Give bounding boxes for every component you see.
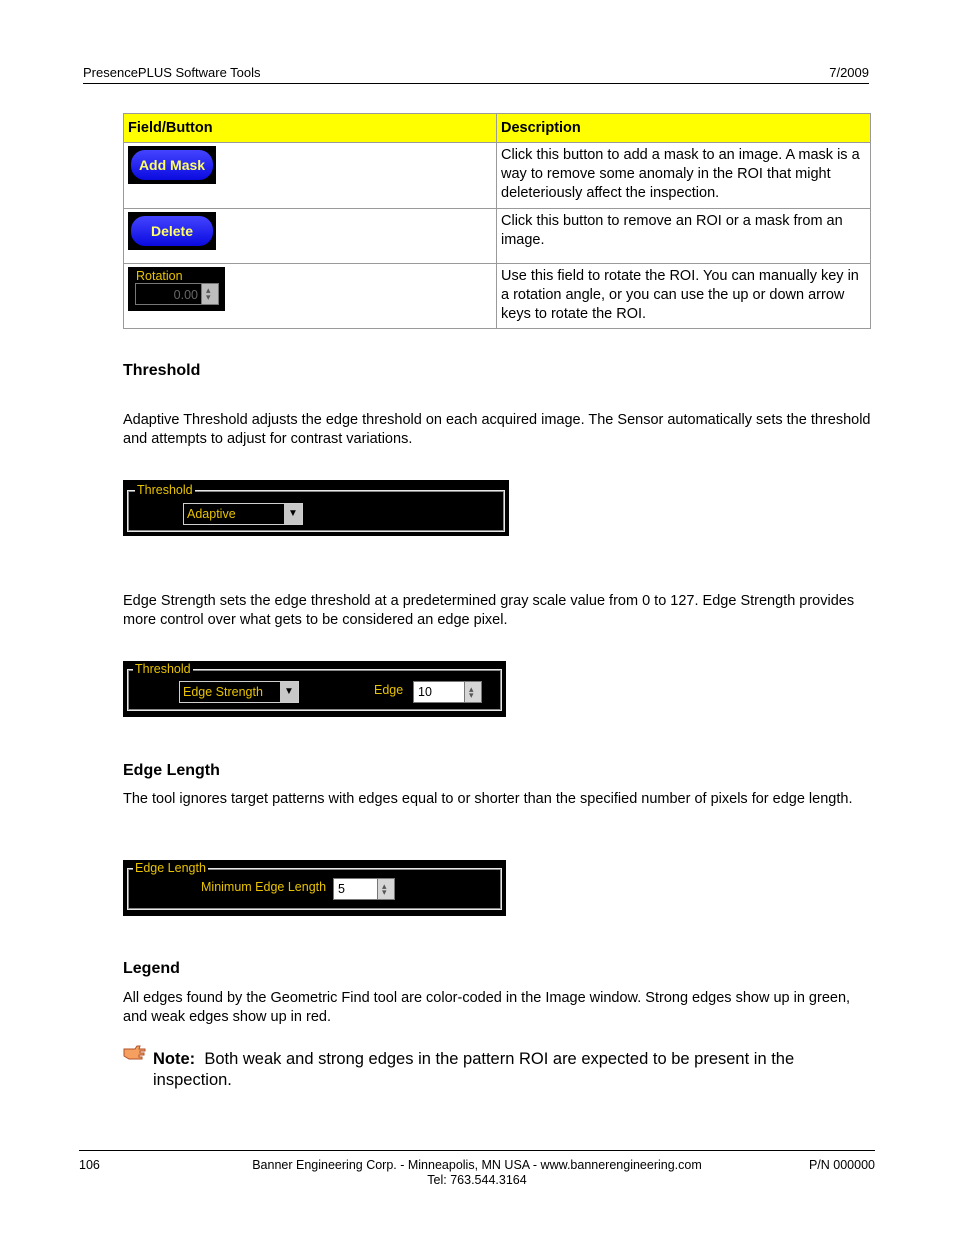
- note-text: Both weak and strong edges in the pattern ROI are expected to be present in the inspection.: [153, 1050, 795, 1089]
- footer-company: Banner Engineering Corp. - Minneapolis, MN USA - www.bannerengineering.com: [252, 1158, 702, 1172]
- edge-strength-paragraph: Edge Strength sets the edge threshold at a predetermined gray scale value from 0 to 127. Edge Strength provides more control over what gets to be considered an edge pixel.: [123, 593, 855, 628]
- rotation-field-image: [128, 267, 225, 311]
- chevron-down-icon: ▼: [284, 504, 302, 524]
- adaptive-threshold-paragraph: Adaptive Threshold adjusts the edge threshold on each acquired image. The Sensor automatically sets the threshold and attempts to adjust for contrast variations.: [123, 412, 871, 447]
- delete-button-image: [128, 212, 216, 250]
- table-header-row: [124, 114, 871, 143]
- rotation-spinbox: [135, 283, 219, 305]
- table-row: [124, 209, 871, 264]
- spin-arrows-icon: [464, 682, 481, 702]
- threshold-mode-dropdown: [179, 681, 299, 703]
- description-cell: Use this field to rotate the ROI. You can manually key in a rotation angle, or you can use the up or down arrow keys to rotate the ROI.: [497, 264, 871, 329]
- dropdown-value: Edge Strength: [183, 685, 263, 699]
- pointing-hand-icon: [123, 1043, 147, 1066]
- threshold-mode-dropdown: [183, 503, 303, 525]
- running-header-title: PresencePLUS Software Tools: [83, 65, 261, 80]
- panel-title: Edge Length: [135, 861, 206, 875]
- running-header-date: 7/2009: [829, 65, 869, 80]
- footer-rule: [79, 1150, 875, 1151]
- panel-title: Threshold: [137, 483, 193, 497]
- edge-spinbox: [413, 681, 482, 703]
- rotation-value: 0.00: [173, 288, 198, 302]
- panel-title: Threshold: [135, 662, 191, 676]
- add-mask-button-image: [128, 146, 216, 184]
- legend-heading: Legend: [123, 960, 180, 977]
- widget-cell: [124, 209, 497, 264]
- table-row: [124, 264, 871, 329]
- threshold-heading: Threshold: [123, 362, 201, 379]
- rotation-label: Rotation: [136, 269, 183, 283]
- note-label: Note:: [153, 1050, 196, 1068]
- note-block: [153, 1049, 873, 1091]
- minimum-edge-length-value: 5: [338, 882, 345, 896]
- minimum-edge-length-label: Minimum Edge Length: [201, 880, 327, 894]
- footer-phone: Tel: 763.544.3164: [427, 1173, 527, 1187]
- widget-cell: [124, 143, 497, 209]
- header-rule: [83, 83, 869, 84]
- dropdown-value: Adaptive: [187, 507, 236, 521]
- edge-length-paragraph: The tool ignores target patterns with edges equal to or shorter than the specified number of pixels for edge length.: [123, 791, 853, 807]
- part-number: P/N 000000: [808, 1158, 875, 1172]
- page-number: 106: [79, 1158, 100, 1172]
- widget-cell: [124, 264, 497, 329]
- spin-arrows-icon: [201, 284, 218, 304]
- spin-arrows-icon: [377, 879, 394, 899]
- column-header-field: Field/Button: [124, 114, 497, 143]
- column-header-description: Description: [497, 114, 871, 143]
- field-button-table: [123, 113, 871, 329]
- legend-paragraph: All edges found by the Geometric Find tool are color-coded in the Image window. Strong edges show up in green, and weak edges show up in red.: [123, 990, 851, 1025]
- minimum-edge-length-spinbox: [333, 878, 395, 900]
- edge-value: 10: [418, 685, 432, 699]
- chevron-down-icon: ▼: [280, 682, 298, 702]
- description-cell: Click this button to remove an ROI or a mask from an image.: [497, 209, 871, 264]
- edge-label: Edge: [374, 683, 404, 697]
- threshold-edge-strength-panel: [123, 661, 506, 717]
- threshold-adaptive-panel: [123, 480, 509, 536]
- description-cell: Click this button to add a mask to an image. A mask is a way to remove some anomaly in the ROI that might deleteriously affect the inspection.: [497, 143, 871, 209]
- edge-length-panel: [123, 860, 506, 916]
- delete-button: Delete: [130, 215, 214, 247]
- table-row: [124, 143, 871, 209]
- edge-length-heading: Edge Length: [123, 762, 220, 779]
- add-mask-button: Add Mask: [130, 149, 214, 181]
